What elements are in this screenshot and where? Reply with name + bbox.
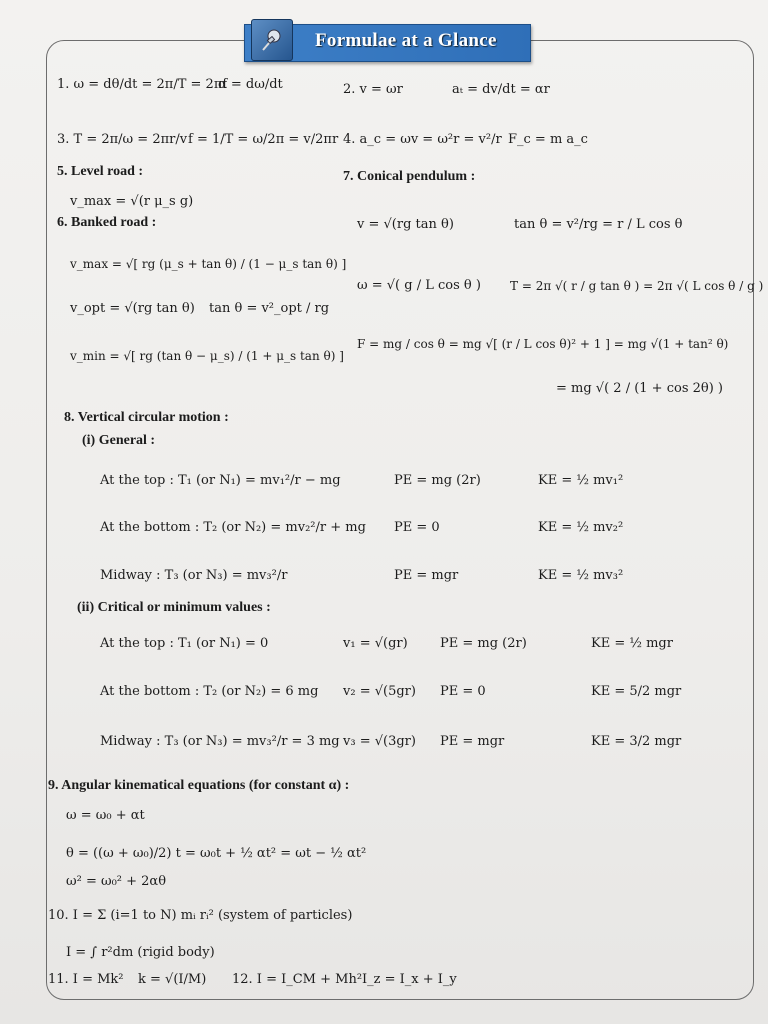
general-midway: Midway : T₃ (or N₃) = mv₃²/r [100, 568, 288, 583]
critical-top-pe: PE = mg (2r) [440, 636, 527, 651]
kinematics-2: θ = ((ω + ω₀)/2) t = ω₀t + ½ αt² = ωt − ½ αt² [66, 846, 367, 861]
formula-11b: k = √(I/M) [138, 972, 207, 987]
formula-6a: v_max = √[ rg (μ_s + tan θ) / (1 − μ_s tan θ) ] [70, 257, 347, 271]
general-bottom: At the bottom : T₂ (or N₂) = mv₂²/r + mg [100, 520, 366, 535]
formula-10a: 10. I = Σ (i=1 to N) mᵢ rᵢ² (system of particles) [48, 908, 353, 923]
page-title: Formulae at a Glance [315, 30, 497, 51]
critical-midway-ke: KE = 3/2 mgr [591, 734, 682, 749]
section-vertical-circular: 8. Vertical circular motion : [64, 410, 229, 425]
general-bottom-pe: PE = 0 [394, 520, 440, 535]
formula-3: 3. T = 2π/ω = 2πr/v [57, 132, 188, 147]
pushpin-icon [251, 19, 293, 61]
formula-5: v_max = √(r μ_s g) [70, 194, 194, 209]
critical-top: At the top : T₁ (or N₁) = 0 [100, 636, 269, 651]
kinematics-1: ω = ω₀ + αt [66, 808, 145, 823]
formula-6d: v_min = √[ rg (tan θ − μ_s) / (1 + μ_s tan θ) ] [70, 349, 344, 363]
critical-bottom: At the bottom : T₂ (or N₂) = 6 mg [100, 684, 319, 699]
formula-4b: F_c = m a_c [508, 132, 588, 147]
section-angular-kinematics: 9. Angular kinematical equations (for constant α) : [48, 778, 350, 793]
formula-6b: v_opt = √(rg tan θ) [70, 301, 195, 316]
formula-12b: I_z = I_x + I_y [362, 972, 457, 987]
formula-12: 12. I = I_CM + Mh² [232, 972, 363, 987]
section-conical-pendulum: 7. Conical pendulum : [343, 169, 476, 184]
title-banner [244, 24, 531, 62]
general-bottom-ke: KE = ½ mv₂² [538, 520, 624, 535]
critical-bottom-ke: KE = 5/2 mgr [591, 684, 682, 699]
formula-7f: = mg √( 2 / (1 + cos 2θ) ) [556, 381, 723, 396]
critical-bottom-pe: PE = 0 [440, 684, 486, 699]
critical-midway-pe: PE = mgr [440, 734, 505, 749]
subsection-general: (i) General : [82, 433, 156, 448]
critical-top-ke: KE = ½ mgr [591, 636, 673, 651]
formula-7c: ω = √( g / L cos θ ) [357, 278, 481, 293]
critical-midway-v: v₃ = √(3gr) [343, 734, 416, 749]
formula-3b: f = 1/T = ω/2π = v/2πr [188, 132, 339, 147]
critical-midway: Midway : T₃ (or N₃) = mv₃²/r = 3 mg [100, 734, 340, 749]
critical-top-v: v₁ = √(gr) [343, 636, 408, 651]
general-top-ke: KE = ½ mv₁² [538, 473, 624, 488]
subsection-critical: (ii) Critical or minimum values : [77, 600, 271, 615]
formula-10b: I = ∫ r²dm (rigid body) [66, 945, 215, 960]
formula-7d: T = 2π √( r / g tan θ ) = 2π √( L cos θ / g ) [510, 279, 764, 293]
formula-7b: tan θ = v²/rg = r / L cos θ [514, 217, 683, 232]
formula-4: 4. a_c = ωv = ω²r = v²/r [343, 132, 502, 147]
formula-1b: α = dω/dt [218, 77, 283, 92]
formula-1: 1. ω = dθ/dt = 2π/T = 2πf [57, 77, 228, 92]
formula-6c: tan θ = v²_opt / rg [209, 301, 330, 316]
formula-7a: v = √(rg tan θ) [357, 217, 454, 232]
critical-bottom-v: v₂ = √(5gr) [343, 684, 416, 699]
formula-11: 11. I = Mk² [48, 972, 124, 987]
general-top: At the top : T₁ (or N₁) = mv₁²/r − mg [100, 473, 341, 488]
section-banked-road: 6. Banked road : [57, 215, 157, 230]
formula-2: 2. v = ωr [343, 82, 403, 97]
general-midway-pe: PE = mgr [394, 568, 459, 583]
section-level-road: 5. Level road : [57, 164, 144, 179]
formula-2b: aₜ = dv/dt = αr [452, 82, 550, 97]
general-top-pe: PE = mg (2r) [394, 473, 481, 488]
kinematics-3: ω² = ω₀² + 2αθ [66, 874, 167, 889]
general-midway-ke: KE = ½ mv₃² [538, 568, 624, 583]
formula-7e: F = mg / cos θ = mg √[ (r / L cos θ)² + 1 ] = mg √(1 + tan² θ) [357, 337, 729, 351]
